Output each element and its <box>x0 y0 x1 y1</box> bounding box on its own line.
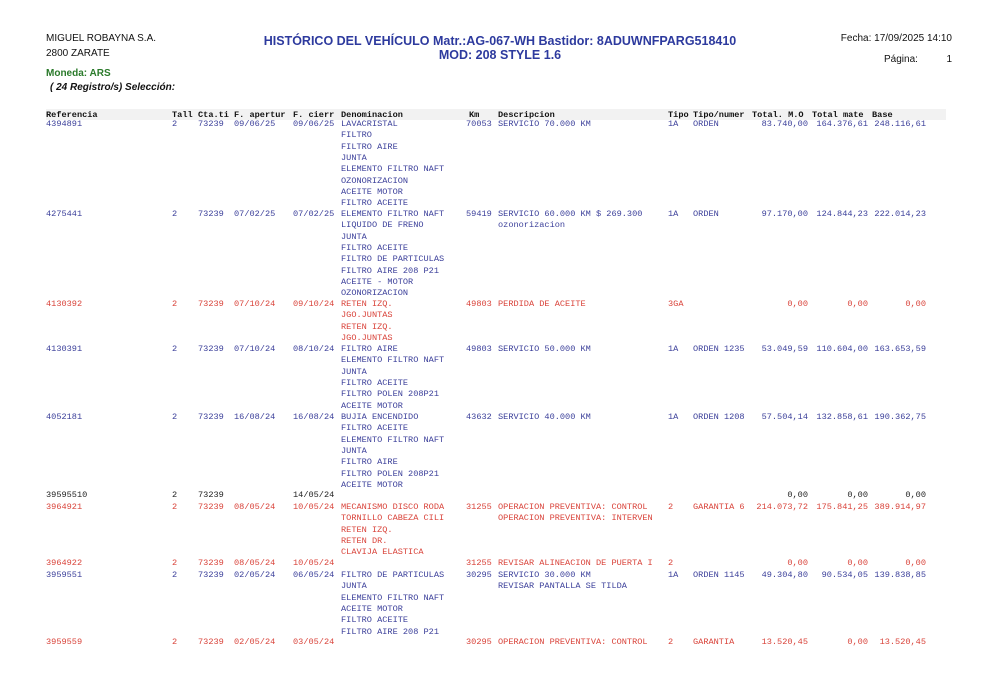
cell-fapertura: 07/10/24 <box>234 299 276 309</box>
cell-denominacion: TORNILLO CABEZA CILI <box>341 513 445 524</box>
col-km: Km <box>469 110 480 120</box>
page-number: 1 <box>946 54 952 65</box>
cell-denominacion: FILTRO POLEN 208P21 <box>341 389 439 400</box>
cell-cta: 73239 <box>198 570 224 580</box>
cell-denominacion: ACEITE MOTOR <box>341 479 403 490</box>
cell-denominacion: BUJIA ENCENDIDO <box>341 412 419 422</box>
cell-denominacion: ELEMENTO FILTRO NAFT <box>341 434 445 445</box>
cell-tall: 2 <box>172 119 178 129</box>
cell-denominacion: JUNTA <box>341 445 367 456</box>
cell-denominacion: FILTRO AIRE <box>341 141 398 152</box>
cell-tipo: 2 <box>668 558 674 568</box>
cell-fapertura: 07/02/25 <box>234 209 276 219</box>
cell-denominacion: FILTRO DE PARTICULAS <box>341 570 445 580</box>
cell-cta: 73239 <box>198 119 224 129</box>
cell-denominacion: FILTRO ACEITE <box>341 377 409 388</box>
col-base: Base <box>872 110 893 120</box>
cell-km: 59419 <box>466 209 492 219</box>
company-name: MIGUEL ROBAYNA S.A. <box>46 33 157 44</box>
cell-denominacion: ELEMENTO FILTRO NAFT <box>341 355 445 366</box>
currency-label: Moneda: ARS <box>46 68 111 79</box>
cell-denominacion: ACEITE MOTOR <box>341 603 403 614</box>
cell-referencia: 39595510 <box>46 490 88 500</box>
cell-tiponum: ORDEN <box>693 209 719 219</box>
cell-tall: 2 <box>172 570 178 580</box>
cell-tiponum: ORDEN 1145 <box>693 570 745 580</box>
cell-descripcion: OPERACION PREVENTIVA: INTERVEN <box>498 513 653 524</box>
cell-denominacion: FILTRO POLEN 208P21 <box>341 468 439 479</box>
cell-fcierre: 16/08/24 <box>293 412 335 422</box>
cell-base: 248.116,61 <box>874 119 926 129</box>
cell-km: 31255 <box>466 558 492 568</box>
cell-tall: 2 <box>172 209 178 219</box>
cell-referencia: 3959559 <box>46 637 83 647</box>
cell-tall: 2 <box>172 637 178 647</box>
cell-denominacion: FILTRO <box>341 130 372 141</box>
cell-denominacion: FILTRO ACEITE <box>341 242 409 253</box>
cell-denominacion: LIQUIDO DE FRENO <box>341 220 424 231</box>
cell-denominacion: JUNTA <box>341 231 367 242</box>
col-total-mo: Total. M.O <box>752 110 804 120</box>
col-tipo: Tipo <box>668 110 689 120</box>
cell-referencia: 3964922 <box>46 558 83 568</box>
cell-total-mat: 124.844,23 <box>816 209 868 219</box>
cell-km: 49803 <box>466 299 492 309</box>
cell-total-mat: 0,00 <box>847 490 868 500</box>
cell-fcierre: 09/10/24 <box>293 299 335 309</box>
cell-km: 31255 <box>466 502 492 512</box>
cell-fapertura: 02/05/24 <box>234 637 276 647</box>
cell-referencia: 3964921 <box>46 502 83 512</box>
cell-total-mo: 57.504,14 <box>761 412 808 422</box>
cell-base: 222.014,23 <box>874 209 926 219</box>
cell-cta: 73239 <box>198 502 224 512</box>
cell-fcierre: 08/10/24 <box>293 344 335 354</box>
cell-fapertura: 09/06/25 <box>234 119 276 129</box>
cell-denominacion: RETEN IZQ. <box>341 299 393 309</box>
cell-total-mo: 0,00 <box>787 558 808 568</box>
cell-denominacion: FILTRO AIRE 208 P21 <box>341 265 439 276</box>
cell-tipo: 1A <box>668 209 679 219</box>
cell-denominacion: ELEMENTO FILTRO NAFT <box>341 209 445 219</box>
col-total-mat: Total mate <box>812 110 864 120</box>
cell-base: 389.914,97 <box>874 502 926 512</box>
company-city: 2800 ZARATE <box>46 48 110 59</box>
cell-denominacion: JGO.JUNTAS <box>341 310 393 321</box>
cell-tipo: 1A <box>668 344 679 354</box>
cell-fapertura: 08/05/24 <box>234 502 276 512</box>
col-tiponum: Tipo/numer <box>693 110 745 120</box>
cell-tiponum: ORDEN 1235 <box>693 344 745 354</box>
cell-total-mat: 0,00 <box>847 558 868 568</box>
cell-denominacion: FILTRO ACEITE <box>341 198 409 209</box>
cell-fcierre: 10/05/24 <box>293 502 335 512</box>
cell-total-mo: 0,00 <box>787 490 808 500</box>
cell-fcierre: 09/06/25 <box>293 119 335 129</box>
cell-denominacion: FILTRO AIRE <box>341 344 398 354</box>
cell-fcierre: 06/05/24 <box>293 570 335 580</box>
cell-descripcion: REVISAR PANTALLA SE TILDA <box>498 581 627 592</box>
cell-cta: 73239 <box>198 344 224 354</box>
cell-referencia: 4394891 <box>46 119 83 129</box>
cell-tipo: 1A <box>668 570 679 580</box>
cell-base: 0,00 <box>905 490 926 500</box>
cell-referencia: 3959551 <box>46 570 83 580</box>
cell-fcierre: 10/05/24 <box>293 558 335 568</box>
cell-fcierre: 14/05/24 <box>293 490 335 500</box>
cell-km: 30295 <box>466 637 492 647</box>
cell-denominacion: RETEN DR. <box>341 535 388 546</box>
cell-base: 0,00 <box>905 299 926 309</box>
cell-referencia: 4052181 <box>46 412 83 422</box>
col-referencia: Referencia <box>46 110 98 120</box>
cell-referencia: 4130391 <box>46 344 83 354</box>
cell-total-mo: 83.740,00 <box>761 119 808 129</box>
cell-tall: 2 <box>172 502 178 512</box>
col-fcierre: F. cierr <box>293 110 335 120</box>
cell-total-mo: 97.170,00 <box>761 209 808 219</box>
cell-denominacion: ACEITE MOTOR <box>341 186 403 197</box>
cell-denominacion: LAVACRISTAL <box>341 119 398 129</box>
cell-cta: 73239 <box>198 558 224 568</box>
cell-denominacion: ACEITE - MOTOR <box>341 276 414 287</box>
cell-cta: 73239 <box>198 490 224 500</box>
cell-total-mo: 214.073,72 <box>756 502 808 512</box>
cell-tipo: 1A <box>668 412 679 422</box>
cell-denominacion: FILTRO ACEITE <box>341 423 409 434</box>
cell-km: 49803 <box>466 344 492 354</box>
cell-denominacion: MECANISMO DISCO RODA <box>341 502 445 512</box>
cell-total-mat: 164.376,61 <box>816 119 868 129</box>
cell-fcierre: 07/02/25 <box>293 209 335 219</box>
cell-denominacion: RETEN IZQ. <box>341 321 393 332</box>
cell-total-mo: 49.304,80 <box>761 570 808 580</box>
cell-tipo: 1A <box>668 119 679 129</box>
cell-descripcion: REVISAR ALINEACION DE PUERTA I <box>498 558 653 568</box>
cell-tiponum: GARANTIA <box>693 637 735 647</box>
cell-descripcion: SERVICIO 40.000 KM <box>498 412 591 422</box>
cell-denominacion: FILTRO ACEITE <box>341 615 409 626</box>
cell-fapertura: 08/05/24 <box>234 558 276 568</box>
cell-denominacion: JUNTA <box>341 581 367 592</box>
cell-total-mo: 0,00 <box>787 299 808 309</box>
cell-denominacion: RETEN IZQ. <box>341 524 393 535</box>
cell-denominacion: CLAVIJA ELASTICA <box>341 547 424 558</box>
report-title <box>250 34 750 62</box>
cell-tipo: 2 <box>668 502 674 512</box>
col-denominacion: Denominacion <box>341 110 403 120</box>
cell-total-mat: 0,00 <box>847 637 868 647</box>
cell-descripcion: SERVICIO 30.000 KM <box>498 570 591 580</box>
title-line-1: HISTÓRICO DEL VEHÍCULO Matr.:AG-067-WH Bastidor: 8ADUWNFPARG518410 <box>263 34 737 48</box>
cell-denominacion: JGO.JUNTAS <box>341 332 393 343</box>
cell-cta: 73239 <box>198 412 224 422</box>
cell-tipo: 2 <box>668 637 674 647</box>
cell-total-mat: 175.841,25 <box>816 502 868 512</box>
cell-referencia: 4275441 <box>46 209 83 219</box>
cell-descripcion: ozonorizacion <box>498 220 566 231</box>
cell-total-mat: 90.534,05 <box>821 570 868 580</box>
cell-denominacion: ELEMENTO FILTRO NAFT <box>341 164 445 175</box>
cell-total-mat: 110.604,00 <box>816 344 868 354</box>
cell-descripcion: SERVICIO 70.000 KM <box>498 119 591 129</box>
cell-total-mat: 0,00 <box>847 299 868 309</box>
title-line-2: MOD: 208 STYLE 1.6 <box>438 48 562 62</box>
page-label: Página: <box>884 54 918 65</box>
col-cta: Cta.ti <box>198 110 229 120</box>
col-fapertura: F. apertur <box>234 110 286 120</box>
cell-fapertura: 07/10/24 <box>234 344 276 354</box>
cell-descripcion: OPERACION PREVENTIVA: CONTROL <box>498 502 648 512</box>
cell-total-mo: 13.520,45 <box>761 637 808 647</box>
cell-tall: 2 <box>172 412 178 422</box>
cell-denominacion: FILTRO AIRE 208 P21 <box>341 626 439 637</box>
cell-tipo: 3GA <box>668 299 684 309</box>
cell-base: 0,00 <box>905 558 926 568</box>
cell-descripcion: SERVICIO 50.000 KM <box>498 344 591 354</box>
col-tall: Tall <box>172 110 193 120</box>
cell-km: 70053 <box>466 119 492 129</box>
cell-base: 139.838,85 <box>874 570 926 580</box>
cell-tiponum: GARANTIA 6 <box>693 502 745 512</box>
report-date: Fecha: 17/09/2025 14:10 <box>840 33 952 44</box>
cell-fcierre: 03/05/24 <box>293 637 335 647</box>
cell-tiponum: ORDEN 1208 <box>693 412 745 422</box>
cell-km: 43632 <box>466 412 492 422</box>
cell-descripcion: PERDIDA DE ACEITE <box>498 299 586 309</box>
cell-tiponum: ORDEN <box>693 119 719 129</box>
cell-denominacion: ELEMENTO FILTRO NAFT <box>341 592 445 603</box>
cell-referencia: 4130392 <box>46 299 83 309</box>
cell-denominacion: OZONORIZACION <box>341 175 409 186</box>
cell-base: 13.520,45 <box>879 637 926 647</box>
records-count: ( 24 Registro/s) Selección: <box>50 82 176 93</box>
cell-cta: 73239 <box>198 299 224 309</box>
cell-tall: 2 <box>172 490 178 500</box>
cell-total-mo: 53.049,59 <box>761 344 808 354</box>
cell-denominacion: OZONORIZACION <box>341 288 409 299</box>
cell-fapertura: 02/05/24 <box>234 570 276 580</box>
cell-cta: 73239 <box>198 637 224 647</box>
cell-base: 163.653,59 <box>874 344 926 354</box>
cell-tall: 2 <box>172 344 178 354</box>
cell-denominacion: ACEITE MOTOR <box>341 400 403 411</box>
col-descripcion: Descripcion <box>498 110 555 120</box>
cell-descripcion: OPERACION PREVENTIVA: CONTROL <box>498 637 648 647</box>
cell-denominacion: FILTRO AIRE <box>341 457 398 468</box>
cell-denominacion: JUNTA <box>341 152 367 163</box>
cell-cta: 73239 <box>198 209 224 219</box>
cell-fapertura: 16/08/24 <box>234 412 276 422</box>
cell-denominacion: FILTRO DE PARTICULAS <box>341 254 445 265</box>
cell-tall: 2 <box>172 558 178 568</box>
cell-tall: 2 <box>172 299 178 309</box>
cell-denominacion: JUNTA <box>341 366 367 377</box>
cell-base: 190.362,75 <box>874 412 926 422</box>
cell-km: 30295 <box>466 570 492 580</box>
cell-total-mat: 132.858,61 <box>816 412 868 422</box>
cell-descripcion: SERVICIO 60.000 KM $ 269.300 <box>498 209 643 219</box>
